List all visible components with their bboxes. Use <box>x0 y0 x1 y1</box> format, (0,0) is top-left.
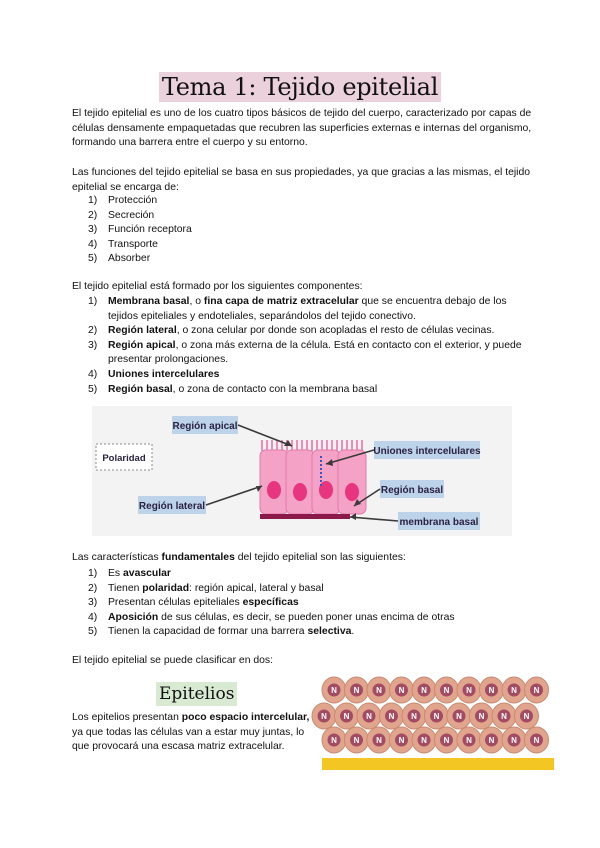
list-item: 5) Tienen la capacidad de formar una barrera selectiva. <box>88 626 355 638</box>
uniones-label: Uniones intercelulares <box>373 446 481 457</box>
page-title: Tema 1: Tejido epitelial <box>159 72 441 102</box>
nucleus-letter: N <box>488 686 495 696</box>
nucleus-letter: N <box>411 712 417 722</box>
functions-list <box>88 194 528 267</box>
nucleus <box>345 483 359 501</box>
list-item: 1) Protección <box>88 195 158 206</box>
nucleus-letter: N <box>353 686 360 696</box>
nucleus-letter: N <box>376 736 382 746</box>
polarity-diagram <box>92 406 512 536</box>
nucleus-letter: N <box>466 736 472 746</box>
nucleus <box>319 481 333 499</box>
list-item: 1) Es avascular <box>88 568 171 579</box>
region-basal-label: Región basal <box>380 485 444 496</box>
polaridad-label: Polaridad <box>102 453 146 464</box>
region-lateral-label: Región lateral <box>138 501 206 512</box>
characteristics-intro: Las características fundamentales del tejido epitelial son las siguientes: <box>72 552 406 563</box>
subtitle-container <box>156 682 237 706</box>
basal-membrane <box>260 514 350 519</box>
classification-intro: El tejido epitelial se puede clasificar en dos: <box>72 655 274 666</box>
epithelial-cells <box>260 440 366 519</box>
list-item: 1) Membrana basal, o fina capa de matriz extracelular que se encuentra debajo de los tejidos epiteliales y endoteliales, separándolos del tejido conectivo. <box>88 296 507 322</box>
title-container <box>0 72 600 102</box>
list-item: 2) Secreción <box>88 209 155 221</box>
list-item: 4) Aposición de sus células, es decir, se pueden poner unas encima de otras <box>88 611 455 623</box>
intro-paragraph: El tejido epitelial es uno de los cuatro tipos básicos de tejido del cuerpo, caracterizado por capas de células densamente empaquetadas que recubren las superficies externas e internas del organismo, formando una barrera entre el cuerpo y su entorno. <box>72 108 532 149</box>
list-item: 5) Absorber <box>88 253 151 265</box>
nucleus-letter: N <box>443 686 450 696</box>
nucleus-letter: N <box>533 736 540 746</box>
nucleus-letter: N <box>533 686 540 696</box>
nucleus-letter: N <box>321 712 327 722</box>
epitelios-paragraph: Los epitelios presentan poco espacio intercelular, ya que todas las células van a estar muy juntas, lo que provocará una escasa matriz extracelular. <box>72 712 310 753</box>
nucleus-letter: N <box>331 736 337 746</box>
nucleus-letter: N <box>511 686 517 696</box>
nucleus <box>267 481 281 499</box>
functions-intro: Las funciones del tejido epitelial se basa en sus propiedades, ya que gracias a las mismas, el tejido epitelial se encarga de: <box>72 167 531 193</box>
nucleus-letter: N <box>376 686 382 696</box>
nucleus-letter: N <box>366 712 372 722</box>
nucleus-letter: N <box>466 686 472 696</box>
list-item: 5) Región basal, o zona de contacto con la membrana basal <box>88 383 378 395</box>
cell <box>286 450 314 514</box>
nucleus-letter: N <box>456 712 462 722</box>
nucleus-letter: N <box>331 686 337 696</box>
nucleus-letter: N <box>511 736 517 746</box>
list-item: 2) Región lateral, o zona celular por donde son acopladas el resto de células vecinas. <box>88 325 495 337</box>
nucleus-letter: N <box>421 736 427 746</box>
nucleus-letter: N <box>501 712 507 722</box>
nucleus-letter: N <box>443 736 450 746</box>
nucleus <box>293 483 307 501</box>
list-item: 4) Transporte <box>88 238 158 250</box>
epithelium-illustration <box>322 676 554 770</box>
list-item: 2) Tienen polaridad: región apical, lateral y basal <box>88 582 324 594</box>
list-item: 4) Uniones intercelulares <box>88 368 220 380</box>
nucleus-letter: N <box>388 712 395 722</box>
components-list <box>88 295 528 397</box>
nucleus-letter: N <box>343 712 350 722</box>
basal-layer <box>322 758 554 770</box>
nucleus-letter: N <box>421 686 427 696</box>
components-intro: El tejido epitelial está formado por los siguientes componentes: <box>72 281 363 292</box>
list-item: 3) Región apical, o zona más externa de la célula. Está en contacto con el exterior, y puede presentar prolongaciones. <box>88 339 522 366</box>
nucleus-letter: N <box>353 736 360 746</box>
list-item: 3) Presentan células epiteliales específicas <box>88 597 299 609</box>
nucleus-letter: N <box>398 736 405 746</box>
nucleus-letter: N <box>478 712 485 722</box>
region-apical-label: Región apical <box>172 421 238 432</box>
epitelios-title: Epitelios <box>156 682 237 706</box>
nucleus-letter: N <box>488 736 495 746</box>
characteristics-list <box>88 567 528 640</box>
list-item: 3) Función receptora <box>88 224 192 236</box>
epithelium-cells <box>312 677 549 753</box>
nucleus-letter: N <box>523 712 530 722</box>
nucleus-letter: N <box>398 686 405 696</box>
nucleus-letter: N <box>433 712 440 722</box>
membrana-basal-label: membrana basal <box>399 517 479 528</box>
